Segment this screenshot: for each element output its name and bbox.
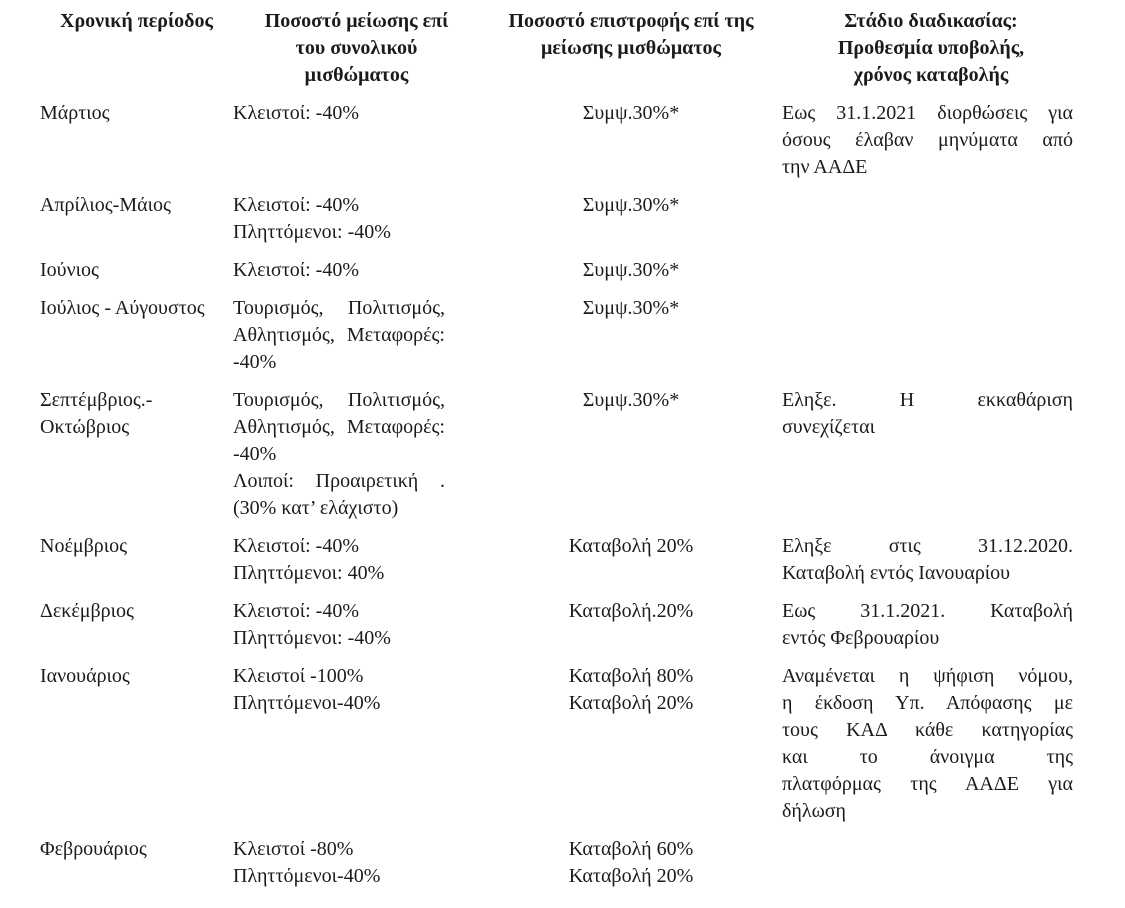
cell-text-line: Τουρισμός, Πολιτισμός, bbox=[233, 389, 445, 411]
header-text-line: μισθώματος bbox=[304, 64, 409, 86]
stage-cell bbox=[782, 257, 1080, 284]
reduction-cell bbox=[233, 192, 480, 246]
cell-text-line: Συμψ.30%* bbox=[582, 102, 680, 124]
period-cell bbox=[40, 598, 233, 652]
period-cell bbox=[40, 836, 233, 890]
refund-cell bbox=[480, 836, 782, 890]
cell-text-line: Συμψ.30%* bbox=[582, 259, 680, 281]
rent-table bbox=[40, 8, 1120, 890]
cell-text-line: Εληξε στις 31.12.2020. bbox=[782, 535, 1073, 557]
header-period-cell bbox=[40, 8, 233, 89]
refund-cell bbox=[480, 192, 782, 246]
reduction-cell bbox=[233, 295, 480, 376]
stage-cell bbox=[782, 295, 1080, 376]
cell-text-line: Εως 31.1.2021. Καταβολή bbox=[782, 600, 1073, 622]
refund-cell bbox=[480, 295, 782, 376]
cell-text-line: Πληττόμενοι-40% bbox=[233, 692, 381, 714]
cell-text-line: όσους έλαβαν μηνύματα από bbox=[782, 129, 1073, 151]
header-text-line: του συνολικού bbox=[295, 37, 418, 59]
cell-text-line: Καταβολή 20% bbox=[568, 692, 694, 714]
cell-text-line: Εληξε. Η εκκαθάριση bbox=[782, 389, 1073, 411]
cell-text-line: Καταβολή εντός Ιανουαρίου bbox=[782, 562, 1011, 584]
reduction-cell bbox=[233, 100, 480, 181]
cell-text-line: Κλειστοί: -40% bbox=[233, 102, 359, 124]
cell-text-line: Καταβολή 20% bbox=[568, 865, 694, 887]
cell-text-line: -40% bbox=[233, 443, 277, 465]
cell-text-line: Αναμένεται η ψήφιση νόμου, bbox=[782, 665, 1073, 687]
header-text-line: μείωσης μισθώματος bbox=[540, 37, 721, 59]
stage-cell bbox=[782, 387, 1080, 522]
cell-text-line: Κλειστοί -100% bbox=[233, 665, 364, 687]
cell-text-line: Ιούλιος - Αύγουστος bbox=[40, 297, 205, 319]
period-cell bbox=[40, 387, 233, 522]
reduction-cell bbox=[233, 533, 480, 587]
cell-text-line: πλατφόρμας της ΑΑΔΕ για bbox=[782, 773, 1073, 795]
refund-cell bbox=[480, 598, 782, 652]
cell-text-line: Συμψ.30%* bbox=[582, 297, 680, 319]
cell-text-line: Απρίλιος-Μάιος bbox=[40, 194, 171, 216]
cell-text-line: Τουρισμός, Πολιτισμός, bbox=[233, 297, 445, 319]
cell-text-line: Πληττόμενοι-40% bbox=[233, 865, 381, 887]
cell-text-line: Κλειστοί: -40% bbox=[233, 194, 359, 216]
reduction-cell bbox=[233, 663, 480, 825]
cell-text-line: η έκδοση Υπ. Απόφασης με bbox=[782, 692, 1073, 714]
reduction-cell bbox=[233, 257, 480, 284]
cell-text-line: Συμψ.30%* bbox=[582, 194, 680, 216]
cell-text-line: τους ΚΑΔ κάθε κατηγορίας bbox=[782, 719, 1073, 741]
cell-text-line: Κλειστοί: -40% bbox=[233, 600, 359, 622]
cell-text-line: Αθλητισμός, Μεταφορές: bbox=[233, 324, 445, 346]
cell-text-line: Καταβολή 20% bbox=[568, 535, 694, 557]
cell-text-line: Μάρτιος bbox=[40, 102, 110, 124]
cell-text-line: -40% bbox=[233, 351, 277, 373]
cell-text-line: Οκτώβριος bbox=[40, 416, 130, 438]
header-text-line: χρόνος καταβολής bbox=[853, 64, 1009, 86]
stage-cell bbox=[782, 100, 1080, 181]
cell-text-line: Λοιποί: Προαιρετική . bbox=[233, 470, 445, 492]
cell-text-line: (30% κατ’ ελάχιστο) bbox=[233, 497, 399, 519]
stage-cell bbox=[782, 836, 1080, 890]
refund-cell bbox=[480, 663, 782, 825]
stage-cell bbox=[782, 533, 1080, 587]
cell-text-line: Κλειστοί: -40% bbox=[233, 535, 359, 557]
period-cell bbox=[40, 100, 233, 181]
refund-cell bbox=[480, 533, 782, 587]
cell-text-line: Αθλητισμός, Μεταφορές: bbox=[233, 416, 445, 438]
period-cell bbox=[40, 533, 233, 587]
cell-text-line: Ιούνιος bbox=[40, 259, 99, 281]
reduction-cell bbox=[233, 836, 480, 890]
stage-cell bbox=[782, 192, 1080, 246]
cell-text-line: Πληττόμενοι: 40% bbox=[233, 562, 385, 584]
header-stage-cell bbox=[782, 8, 1080, 89]
cell-text-line: συνεχίζεται bbox=[782, 416, 875, 438]
cell-text-line: εντός Φεβρουαρίου bbox=[782, 627, 940, 649]
cell-text-line: την ΑΑΔΕ bbox=[782, 156, 868, 178]
cell-text-line: Εως 31.1.2021 διορθώσεις για bbox=[782, 102, 1073, 124]
header-text-line: Προθεσμία υποβολής, bbox=[837, 37, 1025, 59]
reduction-cell bbox=[233, 598, 480, 652]
header-reduction-cell bbox=[233, 8, 480, 89]
header-refund-cell bbox=[480, 8, 782, 89]
refund-cell bbox=[480, 257, 782, 284]
cell-text-line: Καταβολή 80% bbox=[568, 665, 694, 687]
cell-text-line: Φεβρουάριος bbox=[40, 838, 147, 860]
cell-text-line: Καταβολή 60% bbox=[568, 838, 694, 860]
stage-cell bbox=[782, 598, 1080, 652]
period-cell bbox=[40, 295, 233, 376]
refund-cell bbox=[480, 100, 782, 181]
header-text-line: Χρονική περίοδος bbox=[60, 10, 213, 32]
cell-text-line: Καταβολή.20% bbox=[568, 600, 694, 622]
period-cell bbox=[40, 663, 233, 825]
header-text-line: Στάδιο διαδικασίας: bbox=[844, 10, 1018, 32]
reduction-cell bbox=[233, 387, 480, 522]
cell-text-line: Συμψ.30%* bbox=[582, 389, 680, 411]
header-text-line: Ποσοστό μείωσης επί bbox=[264, 10, 449, 32]
cell-text-line: Ιανουάριος bbox=[40, 665, 130, 687]
cell-text-line: Νοέμβριος bbox=[40, 535, 128, 557]
stage-cell bbox=[782, 663, 1080, 825]
cell-text-line: Δεκέμβριος bbox=[40, 600, 134, 622]
cell-text-line: και το άνοιγμα της bbox=[782, 746, 1073, 768]
period-cell bbox=[40, 257, 233, 284]
header-text-line: Ποσοστό επιστροφής επί της bbox=[508, 10, 754, 32]
refund-cell bbox=[480, 387, 782, 522]
cell-text-line: Κλειστοί -80% bbox=[233, 838, 354, 860]
period-cell bbox=[40, 192, 233, 246]
cell-text-line: Πληττόμενοι: -40% bbox=[233, 221, 391, 243]
cell-text-line: Κλειστοί: -40% bbox=[233, 259, 359, 281]
cell-text-line: Πληττόμενοι: -40% bbox=[233, 627, 391, 649]
cell-text-line: Σεπτέμβριος.- bbox=[40, 389, 153, 411]
cell-text-line: δήλωση bbox=[782, 800, 846, 822]
